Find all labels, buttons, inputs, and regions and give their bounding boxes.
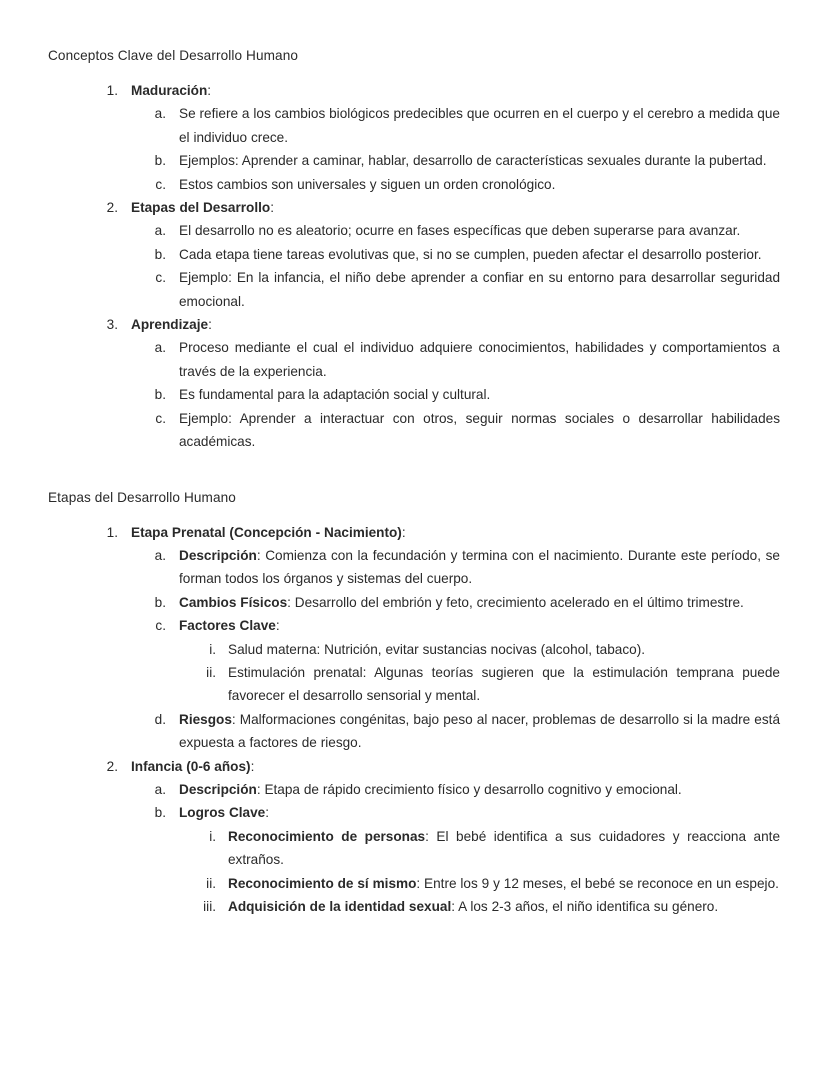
list-item-text xyxy=(131,313,780,336)
list-item-body: : xyxy=(275,618,280,634)
list-item xyxy=(48,591,780,614)
list-marker: b. xyxy=(154,246,166,262)
list-marker: c. xyxy=(155,176,166,192)
list-marker: c. xyxy=(155,270,166,286)
list-item-body: : Malformaciones congénitas, bajo peso al nacer, problemas de desarrollo si la madre está expuesta a factores de riesgo. xyxy=(179,711,780,751)
list-item-body: Estimulación prenatal: Algunas teorías sugieren que la estimulación temprana puede favorecer el desarrollo sensorial y mental. xyxy=(228,664,780,704)
list-item-tail: : xyxy=(208,317,212,333)
list-marker: ii. xyxy=(206,875,216,891)
list-item xyxy=(48,383,780,406)
section-spacer xyxy=(48,454,780,488)
list-marker: c. xyxy=(155,618,166,634)
section-heading: Etapas del Desarrollo Humano xyxy=(48,489,236,505)
list-item xyxy=(48,778,780,801)
list-item-term: Reconocimiento de personas xyxy=(228,828,426,844)
list-item-body: Estos cambios son universales y siguen un orden cronológico. xyxy=(179,176,556,192)
list-item-term: Adquisición de la identidad sexual xyxy=(228,899,452,914)
list-item xyxy=(48,102,780,149)
list-item-body: : El bebé identifica a sus cuidadores y reacciona ante extraños. xyxy=(228,828,780,868)
list-item-text xyxy=(228,895,780,918)
list-item-term: Logros Clave xyxy=(179,805,266,821)
document-body xyxy=(48,46,780,918)
list-item-term: Etapa Prenatal (Concepción - Nacimiento) xyxy=(131,524,402,540)
list-item-text xyxy=(179,544,780,591)
list-item xyxy=(48,266,780,313)
list-item-text xyxy=(179,614,780,637)
list-item-text xyxy=(179,801,780,824)
list-item-term: Descripción xyxy=(179,547,257,563)
list-marker: a. xyxy=(154,547,166,563)
list-item xyxy=(48,79,780,102)
list-item xyxy=(48,755,780,778)
list-item-term: Infancia (0-6 años) xyxy=(131,758,251,774)
list-item xyxy=(48,708,780,755)
list-item xyxy=(48,173,780,196)
list-item-body: Ejemplo: Aprender a interactuar con otros, seguir normas sociales o desarrollar habilidades académicas. xyxy=(179,410,780,450)
list-item xyxy=(48,196,780,219)
list-marker: a. xyxy=(154,340,166,356)
list-item-text xyxy=(131,79,780,102)
list-marker: b. xyxy=(154,805,166,821)
list-item-text xyxy=(179,149,780,172)
list-item-term: Factores Clave xyxy=(179,618,276,634)
list-marker: i. xyxy=(209,828,216,844)
list-item-text xyxy=(228,661,780,708)
list-item-text xyxy=(228,638,780,661)
list-item-text xyxy=(179,383,780,406)
list-marker: b. xyxy=(154,387,166,403)
list-item-body: Ejemplo: En la infancia, el niño debe aprender a confiar en su entorno para desarrollar seguridad emocional. xyxy=(179,270,780,309)
list-item-text xyxy=(179,591,780,614)
list-item-text xyxy=(131,755,780,778)
list-item-term: Maduración xyxy=(131,83,208,98)
list-marker: b. xyxy=(154,594,166,610)
list-item xyxy=(48,872,780,895)
list-item-body: : xyxy=(265,805,269,821)
list-item xyxy=(48,336,780,383)
list-marker: d. xyxy=(154,711,166,727)
list-marker: 1. xyxy=(106,83,118,98)
list-marker: c. xyxy=(155,410,166,426)
list-item-body: : Desarrollo del embrión y feto, crecimiento acelerado en el último trimestre. xyxy=(287,594,744,610)
list-item-tail: : xyxy=(250,758,255,774)
list-item xyxy=(48,638,780,661)
list-item-tail: : xyxy=(207,83,212,98)
list-item-text xyxy=(179,336,780,383)
list-marker: 3. xyxy=(106,317,118,333)
list-item-text xyxy=(228,825,780,872)
list-item xyxy=(48,614,780,637)
list-item xyxy=(48,407,780,454)
list-item xyxy=(48,661,780,708)
list-item-body: Cada etapa tiene tareas evolutivas que, si no se cumplen, pueden afectar el desarrollo posterior. xyxy=(179,246,762,262)
section-heading: Conceptos Clave del Desarrollo Humano xyxy=(48,48,299,63)
list-item xyxy=(48,801,780,824)
list-marker: 2. xyxy=(106,200,118,216)
list-item-body: Ejemplos: Aprender a caminar, hablar, desarrollo de características sexuales durante la pubertad. xyxy=(179,153,767,169)
list-item xyxy=(48,895,780,918)
list-item xyxy=(48,243,780,266)
list-item-text xyxy=(179,407,780,454)
list-item-body: : Etapa de rápido crecimiento físico y desarrollo cognitivo y emocional. xyxy=(256,781,682,797)
list-item-text xyxy=(179,266,780,313)
list-item-text xyxy=(179,102,780,149)
list-item-text xyxy=(179,173,780,196)
list-item-term: Reconocimiento de sí mismo xyxy=(228,875,417,891)
list-item-text xyxy=(131,196,780,219)
list-item-body: : Comienza con la fecundación y termina con el nacimiento. Durante este período, se forman todos los órganos y sistemas del cuerpo. xyxy=(179,547,780,587)
list-item-body: : Entre los 9 y 12 meses, el bebé se reconoce en un espejo. xyxy=(416,875,779,891)
list-item-body: Proceso mediante el cual el individuo adquiere conocimientos, habilidades y comportamientos a través de la experiencia. xyxy=(179,340,780,379)
list-item-tail: : xyxy=(401,524,406,540)
list-marker: a. xyxy=(154,106,166,122)
list-item-text xyxy=(228,872,780,895)
list-item-text xyxy=(179,243,780,266)
list-item-term: Descripción xyxy=(179,781,257,797)
list-item-term: Etapas del Desarrollo xyxy=(131,200,271,216)
list-item-tail: : xyxy=(270,200,274,216)
list-item-text xyxy=(179,778,780,801)
list-item-term: Riesgos xyxy=(179,711,232,727)
list-item xyxy=(48,149,780,172)
list-item xyxy=(48,313,780,336)
list-item-body: Es fundamental para la adaptación social y cultural. xyxy=(179,387,491,403)
list-marker: a. xyxy=(154,223,166,239)
list-item-body: : A los 2-3 años, el niño identifica su género. xyxy=(451,899,719,914)
list-item-body: El desarrollo no es aleatorio; ocurre en fases específicas que deben superarse para avanzar. xyxy=(179,223,741,239)
list-marker: a. xyxy=(154,781,166,797)
list-marker: i. xyxy=(209,641,216,657)
list-item-body: Salud materna: Nutrición, evitar sustancias nocivas (alcohol, tabaco). xyxy=(228,641,646,657)
list-item-term: Cambios Físicos xyxy=(179,594,288,610)
list-marker: 2. xyxy=(106,758,118,774)
list-item xyxy=(48,544,780,591)
list-item-text xyxy=(131,521,780,544)
list-marker: ii. xyxy=(206,664,216,680)
list-item-body: Se refiere a los cambios biológicos predecibles que ocurren en el cuerpo y el cerebro a medida que el individuo crece. xyxy=(179,106,780,145)
list-marker: iii. xyxy=(203,899,216,914)
list-item xyxy=(48,219,780,242)
list-item-term: Aprendizaje xyxy=(131,317,209,333)
list-item xyxy=(48,521,780,544)
list-item xyxy=(48,825,780,872)
list-marker: 1. xyxy=(106,524,118,540)
list-marker: b. xyxy=(154,153,166,169)
list-item-text xyxy=(179,708,780,755)
list-item-text xyxy=(179,219,780,242)
